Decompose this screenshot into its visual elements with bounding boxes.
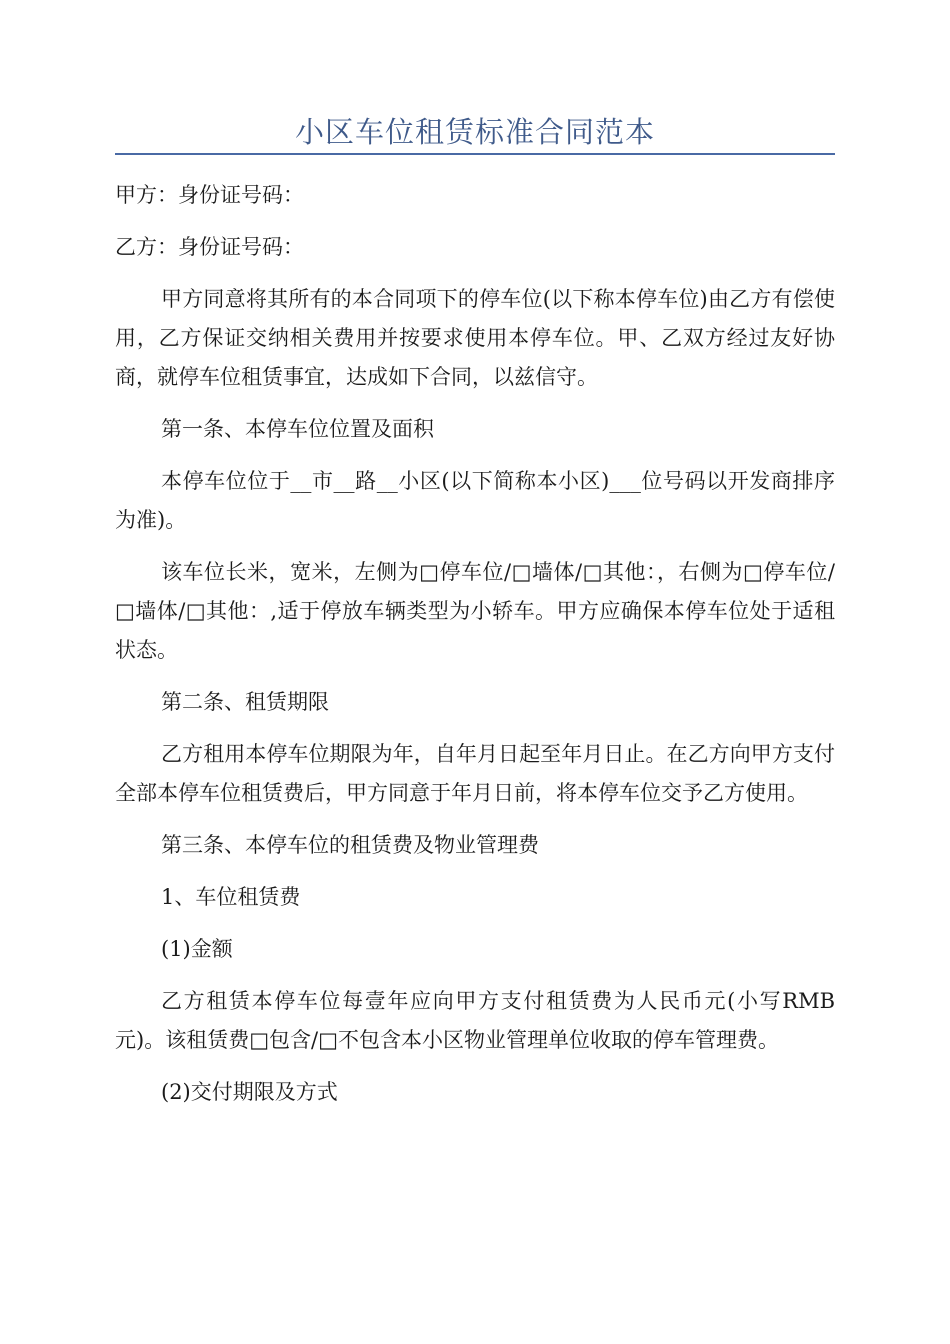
- party-b-line: 乙方：身份证号码：: [115, 235, 304, 259]
- amount-paragraph: 乙方租赁本停车位每壹年应向甲方支付租赁费为人民币元(小写RMB元)。该租赁费□包含/□不包含本小区物业管理单位收取的停车管理费。: [115, 989, 835, 1052]
- article-3-heading: 第三条、本停车位的租赁费及物业管理费: [161, 833, 539, 857]
- document-body: [115, 176, 835, 1125]
- amount-subheading: (1)金额: [161, 937, 233, 961]
- article-2-term-paragraph: 乙方租用本停车位期限为年，自年月日起至年月日止。在乙方向甲方支付全部本停车位租赁费后，甲方同意于年月日前，将本停车位交予乙方使用。: [115, 742, 835, 805]
- article-1-size-paragraph: 该车位长米，宽米，左侧为□停车位/□墙体/□其他：，右侧为□停车位/□墙体/□其他：,适于停放车辆类型为小轿车。甲方应确保本停车位处于适租状态。: [115, 560, 835, 662]
- document-title: 小区车位租赁标准合同范本: [294, 115, 655, 149]
- article-2-heading: 第二条、租赁期限: [161, 690, 329, 714]
- article-1-heading: 第一条、本停车位位置及面积: [161, 417, 434, 441]
- article-1-location-paragraph: 本停车位位于__市__路__小区(以下简称本小区)___位号码以开发商排序为准)。: [115, 469, 835, 532]
- rent-fee-subheading: 1、车位租赁费: [161, 885, 301, 909]
- preamble-paragraph: 甲方同意将其所有的本合同项下的停车位(以下称本停车位)由乙方有偿使用，乙方保证交纳相关费用并按要求使用本停车位。甲、乙双方经过友好协商，就停车位租赁事宜，达成如下合同，以兹信守。: [115, 287, 835, 389]
- title-underline: [115, 153, 835, 155]
- party-a-line: 甲方：身份证号码：: [115, 183, 304, 207]
- payment-terms-subheading: (2)交付期限及方式: [161, 1080, 338, 1104]
